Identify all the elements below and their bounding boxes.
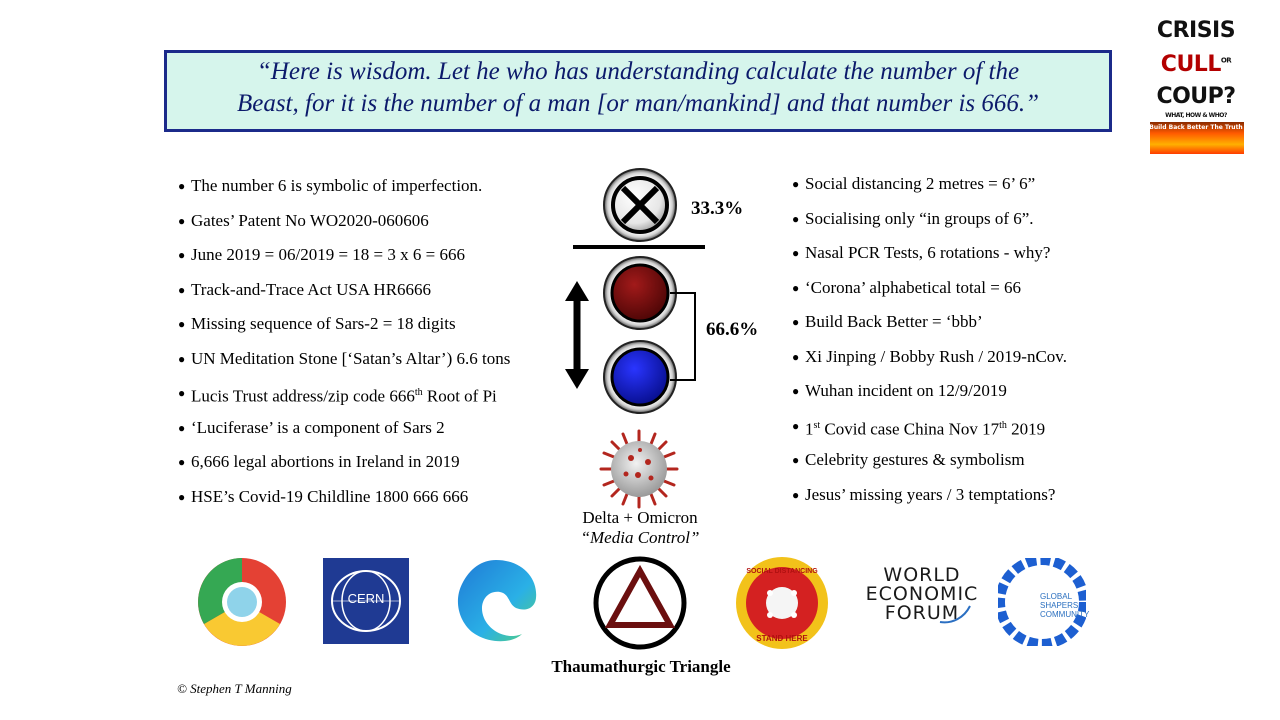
logo-word-coup: COUP?	[1156, 84, 1236, 109]
edge-icon	[452, 556, 540, 644]
list-item	[792, 172, 1067, 207]
list-item-text: 1	[805, 419, 814, 439]
list-item-text: Jesus’ missing years / 3 temptations?	[805, 484, 1056, 504]
list-item-text: Covid case China Nov 17	[820, 419, 1000, 439]
x-circle-icon	[604, 169, 676, 241]
wef-line-3: FORUM	[884, 602, 960, 624]
list-item	[178, 416, 510, 451]
wef-icon	[852, 566, 992, 626]
double-arrow-icon	[565, 281, 589, 389]
list-item-text: Social distancing 2 metres = 6’ 6”	[805, 174, 1036, 193]
superscript: th	[414, 387, 423, 398]
list-item	[178, 278, 510, 313]
list-item	[792, 241, 1067, 276]
superscript: st	[813, 419, 821, 431]
left-bullet-list	[178, 174, 510, 519]
list-item	[792, 483, 1067, 518]
wef-line-1: WORLD	[883, 564, 961, 586]
list-item	[178, 312, 510, 347]
list-item-text: HSE’s Covid-19 Childline 1800 666 666	[191, 486, 469, 506]
list-item	[792, 414, 1067, 449]
sd-bottom-text: STAND HERE	[756, 634, 808, 643]
list-item	[178, 485, 510, 520]
list-item	[792, 276, 1067, 311]
list-item-text: June 2019 = 06/2019 = 18 = 3 x 6 = 666	[191, 245, 465, 264]
list-item-text: Missing sequence of Sars-2 = 18 digits	[191, 314, 456, 333]
copyright: © Stephen T Manning	[177, 681, 292, 696]
list-item-text: UN Meditation Stone [‘Satan’s Altar’) 6.6 tons	[191, 348, 511, 368]
triangle-caption: Thaumathurgic Triangle	[551, 657, 731, 676]
list-item	[178, 243, 510, 278]
list-item-text: Build Back Better = ‘bbb’	[805, 312, 983, 331]
right-bullet-list	[792, 172, 1067, 517]
list-item-text: The number 6 is symbolic of imperfection.	[191, 176, 483, 195]
gs-line-3: COMMUNITY	[1040, 610, 1090, 619]
gs-line-2: SHAPERS	[1040, 601, 1079, 610]
quote-box	[164, 50, 1112, 132]
list-item-text: Nasal PCR Tests, 6 rotations - why?	[805, 243, 1051, 262]
triangle-circle-icon	[591, 555, 689, 651]
logo-cull-text: CULL	[1160, 52, 1221, 77]
list-item	[178, 381, 510, 416]
social-distancing-icon	[734, 555, 830, 651]
side-percent-label: 66.6%	[706, 319, 759, 340]
list-item	[178, 450, 510, 485]
global-shapers-text	[1040, 592, 1089, 619]
quote-line-2: Beast, for it is the number of a man [or man/mankind] and that number is 666.”	[236, 90, 1040, 117]
list-item-text: 6,666 legal abortions in Ireland in 2019	[191, 452, 460, 471]
superscript: th	[999, 419, 1007, 431]
virus-caption-italic: “Media Control”	[580, 528, 700, 547]
list-item-text: Socialising only “in groups of 6”.	[805, 208, 1034, 228]
list-item	[792, 310, 1067, 345]
list-item-text: Wuhan incident on 12/9/2019	[805, 381, 1007, 400]
list-item	[178, 347, 510, 382]
list-item	[792, 379, 1067, 414]
wef-line-2: ECONOMIC	[865, 583, 979, 605]
sd-top-text: SOCIAL DISTANCING	[746, 568, 818, 575]
red-circle-icon	[604, 257, 676, 329]
list-item-text: ‘Corona’ alphabetical total = 66	[805, 277, 1022, 297]
cern-logo	[323, 558, 409, 644]
virus-icon	[598, 428, 680, 510]
list-item-text: Lucis Trust address/zip code 666	[191, 386, 415, 406]
quote-line-1: “Here is wisdom. Let he who has understanding calculate the number of the	[256, 58, 1020, 85]
list-item-text: 2019	[1006, 419, 1046, 439]
top-percent-label: 33.3%	[691, 198, 744, 219]
cern-text: CERN	[347, 591, 385, 606]
logo-or: OR	[1220, 56, 1232, 65]
logo-word-crisis: CRISIS	[1156, 18, 1236, 43]
crisis-cull-coup-logo	[1148, 18, 1244, 154]
list-item-text: Xi Jinping / Bobby Rush / 2019-nCov.	[805, 346, 1067, 366]
list-item-text: Track-and-Trace Act USA HR6666	[191, 279, 432, 299]
blue-circle-icon	[604, 341, 676, 413]
list-item	[792, 345, 1067, 380]
logo-word-cull	[1148, 52, 1244, 77]
list-item-text: Root of Pi	[422, 386, 497, 406]
list-item	[178, 209, 510, 244]
list-item-text: Celebrity gestures & symbolism	[805, 450, 1025, 469]
chrome-icon	[196, 556, 288, 648]
gs-line-1: GLOBAL	[1040, 592, 1073, 601]
list-item-text: ‘Luciferase’ is a component of Sars 2	[191, 417, 445, 437]
logo-subtitle: WHAT, HOW & WHO?	[1165, 112, 1227, 119]
logo-banner-text: Build Back Better The Truth	[1149, 124, 1243, 131]
list-item	[792, 448, 1067, 483]
list-item	[792, 207, 1067, 242]
list-item	[178, 174, 510, 209]
list-item-text: Gates’ Patent No WO2020-060606	[191, 210, 429, 230]
virus-caption: Delta + Omicron	[582, 508, 698, 527]
